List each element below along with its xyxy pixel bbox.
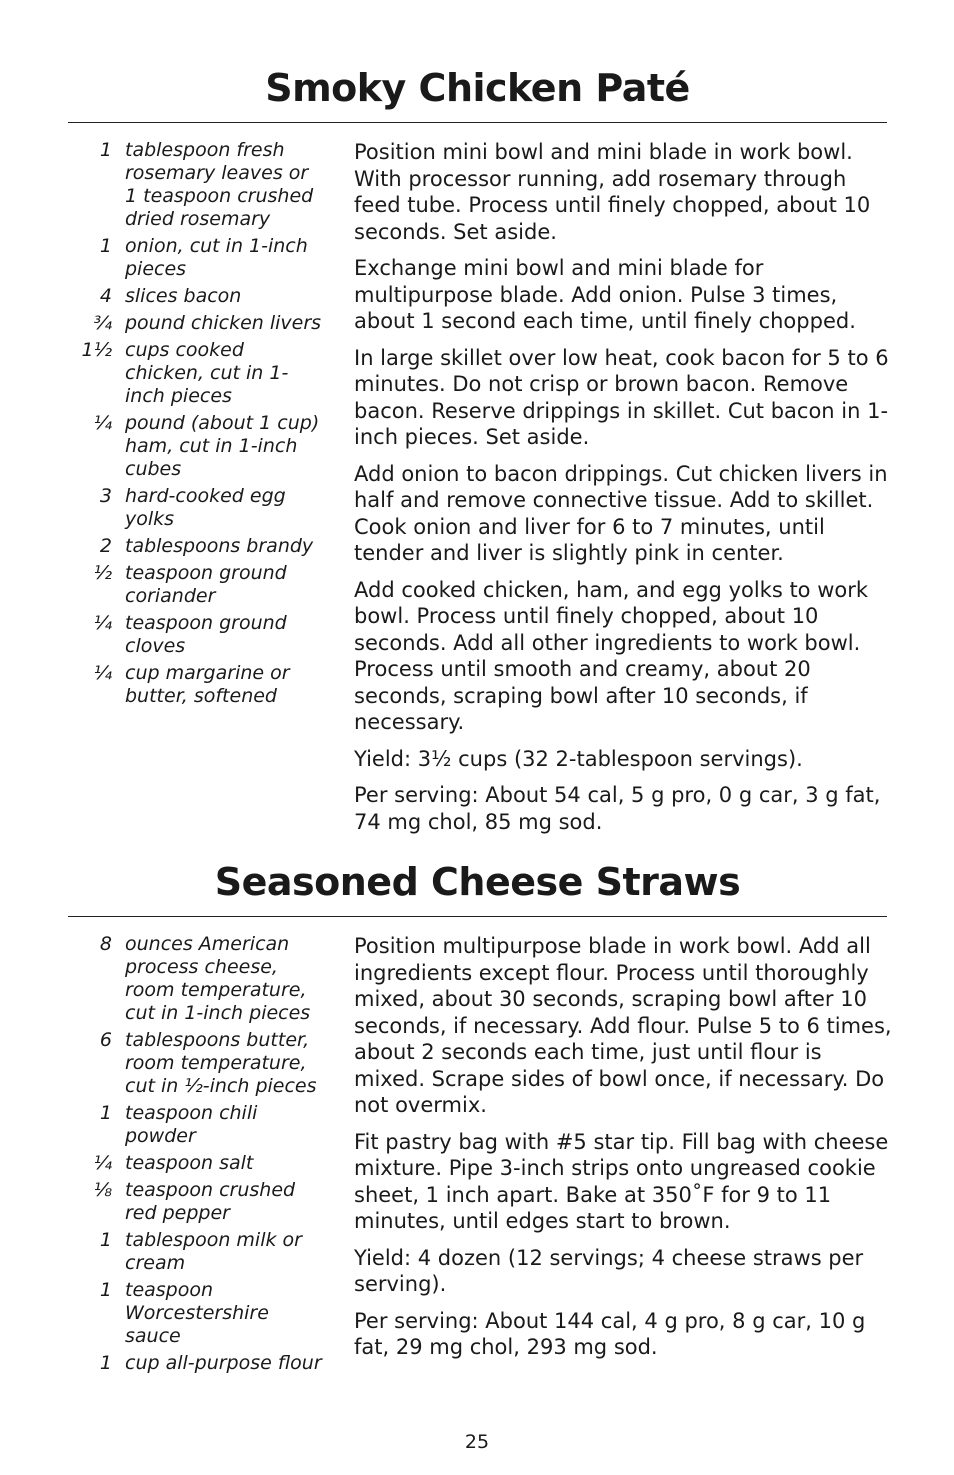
ingredient-text: pound (about 1 cup) ham, cut in 1-inch cubes: [125, 412, 320, 480]
ingredient-item: [68, 1029, 328, 1098]
ingredient-qty: ½: [93, 562, 112, 584]
ingredient-item: [68, 1102, 328, 1148]
instruction-paragraph: Position mini bowl and mini blade in work bowl. With processor running, add rosemary through feed tube. Process until finely chopped, about 10 seconds. Set aside.: [354, 140, 871, 244]
ingredient-item: [68, 1152, 328, 1175]
ingredient-qty: 2: [99, 535, 112, 557]
ingredient-list: [68, 933, 328, 1379]
ingredient-qty: 3: [99, 485, 112, 507]
ingredient-qty: ¼: [93, 662, 112, 684]
ingredient-text: teaspoon Worcestershire sauce: [125, 1279, 269, 1347]
instruction-paragraph: Exchange mini bowl and mini blade for multipurpose blade. Add onion. Pulse 3 times, about 1 second each time, until finely chopped.: [354, 256, 856, 333]
ingredient-qty: 1: [99, 1352, 112, 1374]
ingredient-text: ounces American process cheese, room temperature, cut in 1-inch pieces: [125, 933, 311, 1024]
ingredient-item: [68, 412, 328, 481]
ingredient-text: onion, cut in 1-inch pieces: [125, 235, 308, 280]
ingredient-text: teaspoon ground coriander: [125, 562, 287, 607]
ingredient-text: cup all-purpose flour: [125, 1352, 322, 1374]
ingredient-text: tablespoons brandy: [125, 535, 314, 557]
ingredient-item: [68, 1279, 328, 1348]
ingredient-item: [68, 662, 328, 708]
ingredient-text: tablespoons butter, room temperature, cut in ½-inch pieces: [125, 1029, 317, 1097]
ingredient-qty: ¼: [93, 612, 112, 634]
instruction-paragraph: Add onion to bacon drippings. Cut chicken livers in half and remove connective tissue. Add to skillet. Cook onion and liver for 6 to 7 minutes, until tender and liver is slightly pink in center.: [354, 461, 888, 565]
ingredient-text: teaspoon crushed red pepper: [125, 1179, 296, 1224]
ingredient-item: [68, 139, 328, 231]
ingredient-text: tablespoon fresh rosemary leaves or 1 teaspoon crushed dried rosemary: [125, 139, 314, 230]
ingredient-text: pound chicken livers: [125, 312, 322, 334]
page-number: 25: [464, 1431, 490, 1453]
recipe-title: Smoky Chicken Paté: [68, 64, 887, 123]
ingredient-qty: ¼: [93, 412, 112, 434]
ingredient-qty: 8: [99, 933, 112, 955]
ingredient-text: teaspoon chili powder: [125, 1102, 258, 1147]
ingredient-item: [68, 285, 328, 308]
recipe-title: Seasoned Cheese Straws: [68, 858, 887, 917]
ingredient-text: teaspoon salt: [125, 1152, 254, 1174]
instruction-paragraph: Position multipurpose blade in work bowl. Add all ingredients except flour. Process until thoroughly mixed, about 30 seconds, scraping bowl after 10 seconds, if necessary. Add flour. Pulse 5 to 6 times, about 2 seconds each time, just until flour is mixed. Scrape sides of bowl once, if necessary. Do not overmix.: [354, 934, 892, 1117]
yield-text: Yield: 4 dozen (12 servings; 4 cheese straws per serving).: [354, 1245, 864, 1296]
ingredient-qty: 1½: [81, 339, 112, 361]
ingredient-qty: 6: [99, 1029, 112, 1051]
ingredient-qty: ¾: [93, 312, 112, 334]
yield-text: Yield: 3½ cups (32 2-tablespoon servings).: [354, 746, 803, 771]
ingredient-item: [68, 485, 328, 531]
ingredient-item: [68, 562, 328, 608]
ingredient-text: slices bacon: [125, 285, 242, 307]
ingredient-item: [68, 933, 328, 1025]
ingredient-qty: 1: [99, 139, 112, 161]
recipe-smoky-chicken-pate: [68, 64, 889, 834]
ingredient-text: cups cooked chicken, cut in 1-inch pieces: [125, 339, 289, 407]
ingredient-text: teaspoon ground cloves: [125, 612, 287, 657]
nutrition-text: Per serving: About 54 cal, 5 g pro, 0 g car, 3 g fat, 74 mg chol, 85 mg sod.: [354, 783, 881, 834]
ingredient-qty: ⅛: [93, 1179, 112, 1201]
ingredient-list: [68, 139, 328, 712]
ingredient-qty: 1: [99, 1279, 112, 1301]
ingredient-item: [68, 1229, 328, 1275]
ingredient-item: [68, 535, 328, 558]
instruction-paragraph: Add cooked chicken, ham, and egg yolks to work bowl. Process until finely chopped, about 10 seconds. Add all other ingredients to work bowl. Process until smooth and creamy, about 20 seconds, scraping bowl after 10 seconds, if necessary.: [354, 577, 869, 734]
ingredient-qty: 4: [99, 285, 112, 307]
ingredient-item: [68, 1179, 328, 1225]
ingredient-text: cup margarine or butter, softened: [125, 662, 290, 707]
recipe-seasoned-cheese-straws: [68, 858, 892, 1374]
ingredient-item: [68, 1352, 328, 1375]
instruction-list: [354, 139, 894, 845]
ingredient-qty: 1: [99, 1102, 112, 1124]
instruction-list: [354, 933, 894, 1371]
ingredient-text: tablespoon milk or cream: [125, 1229, 302, 1274]
ingredient-qty: 1: [99, 235, 112, 257]
ingredient-qty: 1: [99, 1229, 112, 1251]
ingredient-qty: ¼: [93, 1152, 112, 1174]
nutrition-text: Per serving: About 144 cal, 4 g pro, 8 g car, 10 g fat, 29 mg chol, 293 mg sod.: [354, 1308, 866, 1359]
ingredient-item: [68, 612, 328, 658]
ingredient-item: [68, 339, 328, 408]
instruction-paragraph: Fit pastry bag with #5 star tip. Fill bag with cheese mixture. Pipe 3-inch strips onto ungreased cookie sheet, 1 inch apart. Bake at 350˚F for 9 to 11 minutes, until edges start to brown.: [354, 1129, 889, 1233]
instruction-paragraph: In large skillet over low heat, cook bacon for 5 to 6 minutes. Do not crisp or brown bacon. Remove bacon. Reserve drippings in skillet. Cut bacon in 1-inch pieces. Set aside.: [354, 345, 889, 449]
ingredient-item: [68, 312, 328, 335]
ingredient-text: hard-cooked egg yolks: [125, 485, 286, 530]
ingredient-item: [68, 235, 328, 281]
